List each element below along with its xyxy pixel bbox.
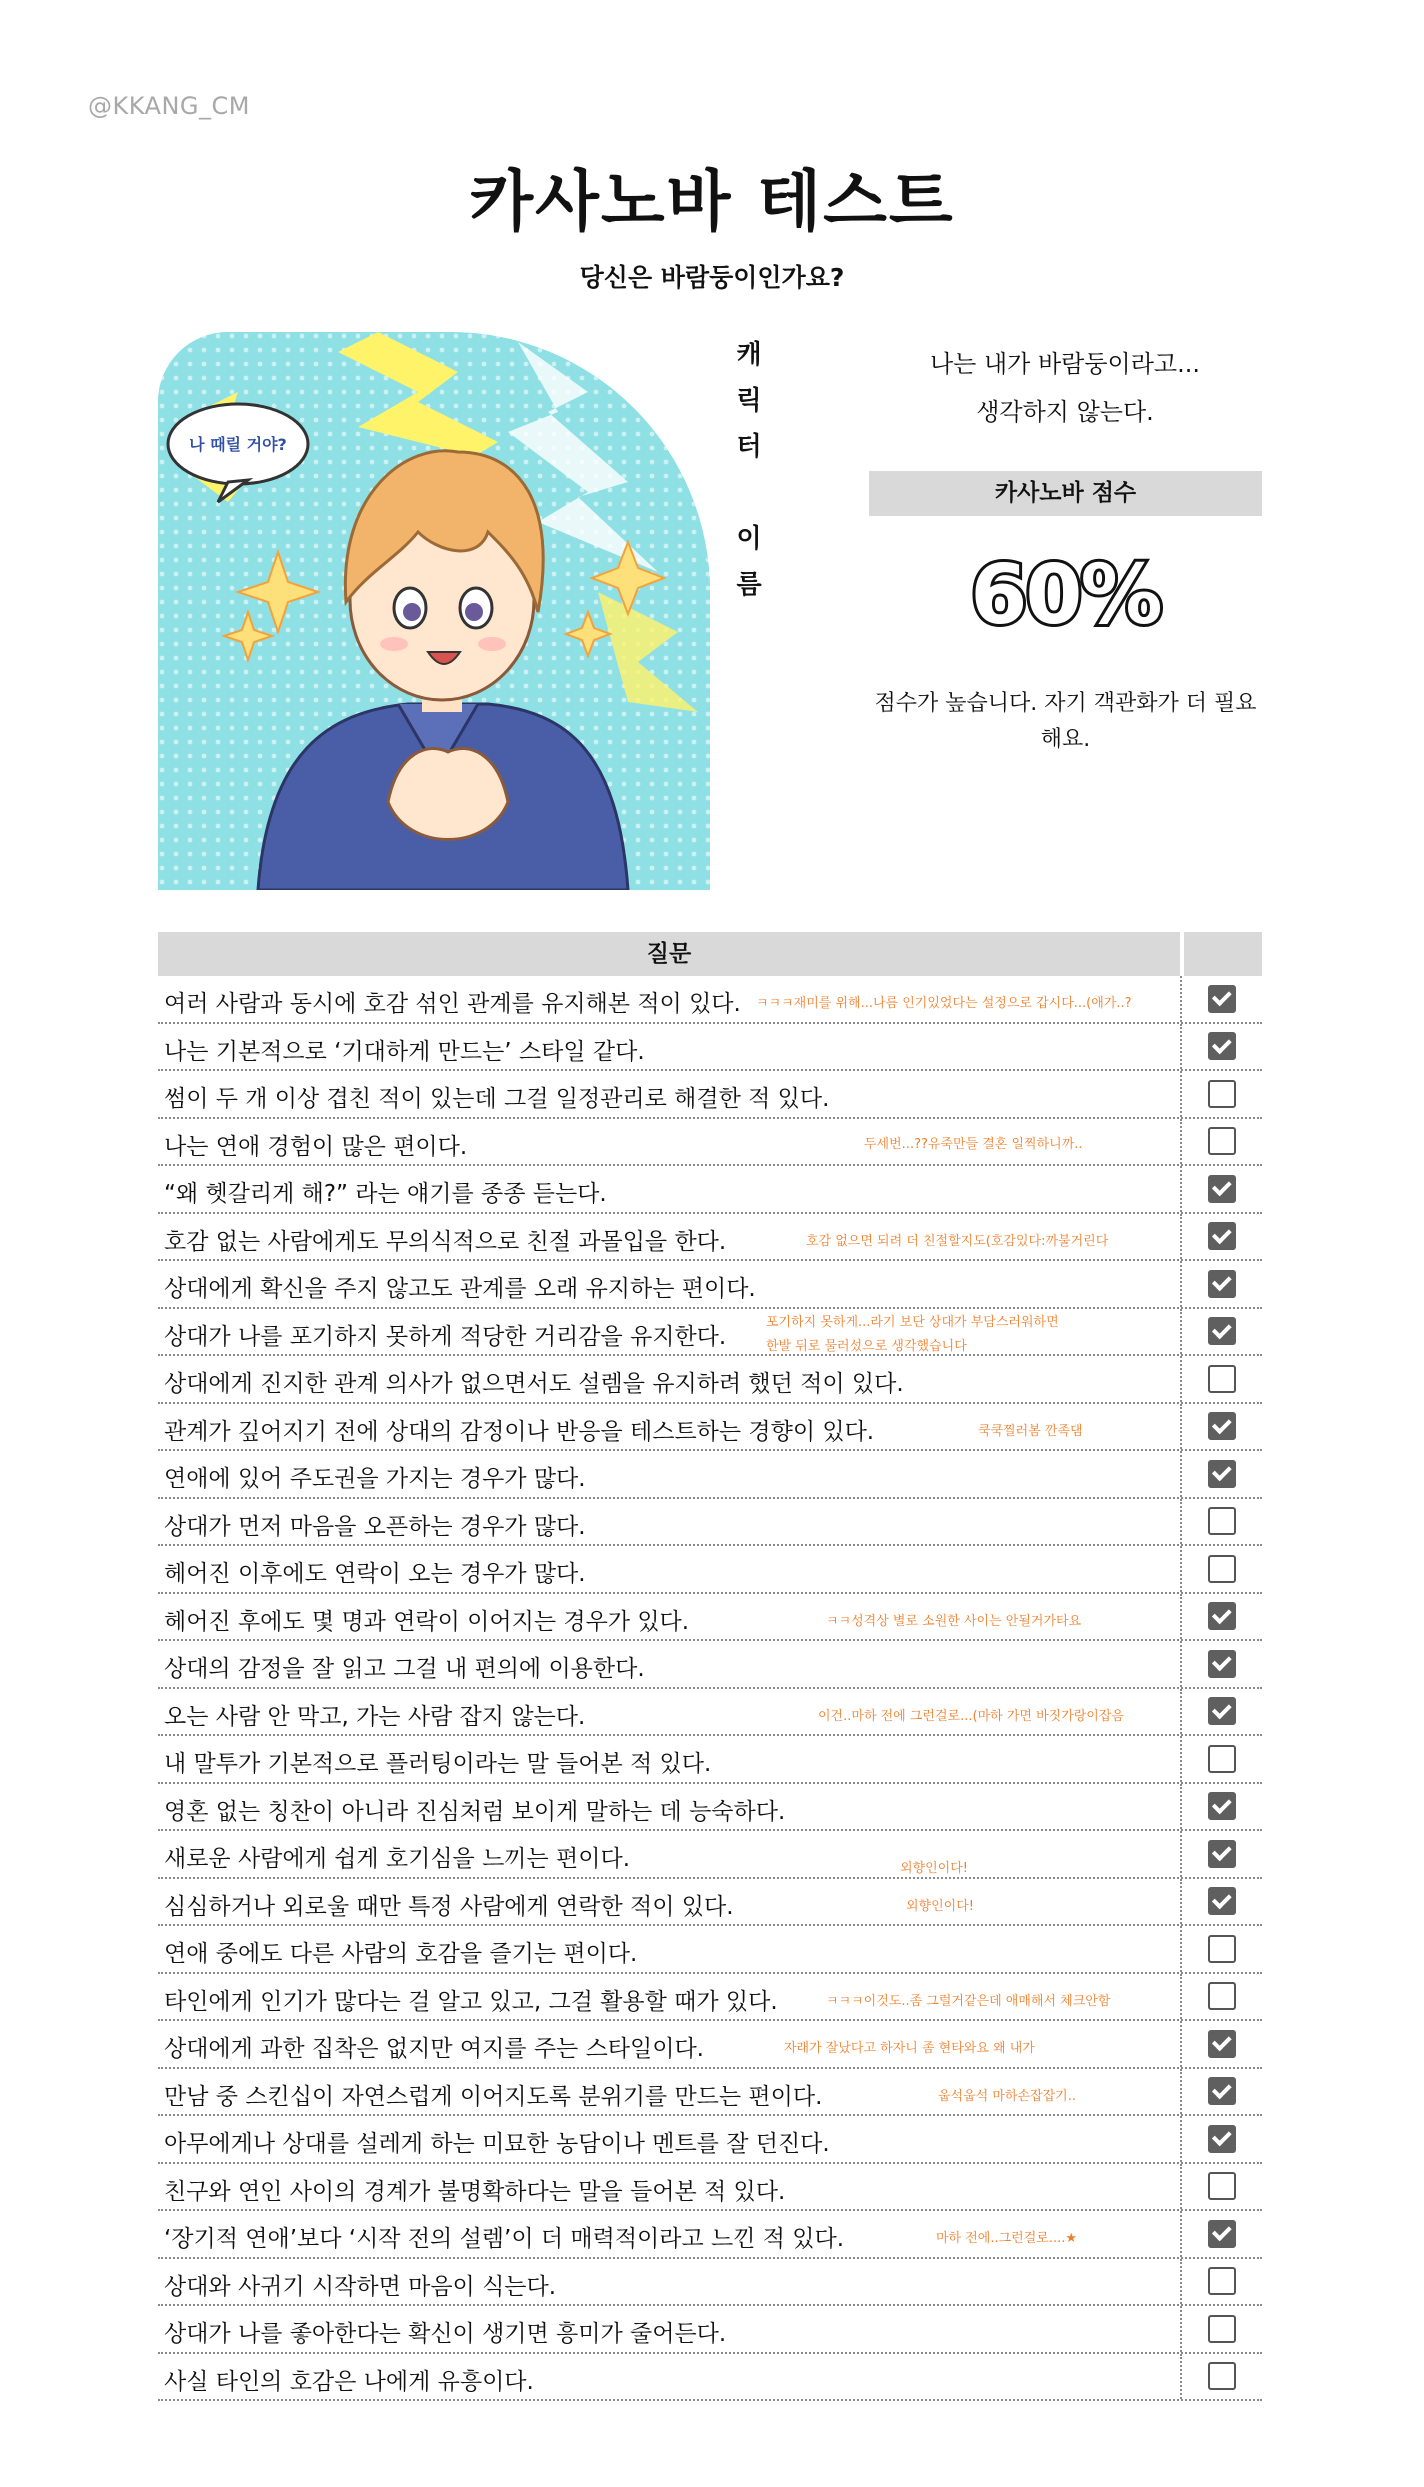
question-text: 상대에게 과한 집착은 없지만 여지를 주는 스타일이다. xyxy=(164,2036,704,2062)
page-title: 카사노바 테스트 xyxy=(469,163,955,240)
question-text: 연애 중에도 다른 사람의 호감을 즐기는 편이다. xyxy=(164,1941,638,1967)
question-text: 내 말투가 기본적으로 플러팅이라는 말 들어본 적 있다. xyxy=(164,1751,712,1777)
question-row xyxy=(158,2021,1262,2069)
checkbox-unchecked[interactable] xyxy=(1208,1555,1236,1583)
question-cell xyxy=(158,2069,1182,2115)
question-cell xyxy=(158,1356,1182,1402)
self-assessment-line: 생각하지 않는다. xyxy=(976,398,1154,426)
check-cell xyxy=(1182,1736,1262,1782)
question-row xyxy=(158,1166,1262,1214)
question-cell xyxy=(158,1784,1182,1830)
character-illustration xyxy=(158,332,710,890)
character-label-char: 름 xyxy=(736,570,762,600)
checkbox-checked[interactable] xyxy=(1208,1887,1236,1915)
question-cell xyxy=(158,1831,1182,1877)
check-cell xyxy=(1182,1499,1262,1545)
checkbox-unchecked[interactable] xyxy=(1208,1745,1236,1773)
character-name-label xyxy=(734,332,764,608)
question-rows xyxy=(158,976,1262,2401)
question-text: “왜 헷갈리게 해?” 라는 얘기를 종종 듣는다. xyxy=(164,1181,607,1207)
handwritten-note: 외향인이다! xyxy=(900,1861,969,1876)
question-cell xyxy=(158,1261,1182,1307)
question-text: 새로운 사람에게 쉽게 호기심을 느끼는 편이다. xyxy=(164,1846,631,1872)
question-cell xyxy=(158,1546,1182,1592)
question-row xyxy=(158,1594,1262,1642)
question-row xyxy=(158,1214,1262,1262)
question-row xyxy=(158,1641,1262,1689)
speech-bubble-text: 나 때릴 거야? xyxy=(189,435,287,454)
checkbox-checked[interactable] xyxy=(1208,1792,1236,1820)
check-cell xyxy=(1182,2306,1262,2352)
checkbox-checked[interactable] xyxy=(1208,1650,1236,1678)
question-text: 상대의 감정을 잘 읽고 그걸 내 편의에 이용한다. xyxy=(164,1656,645,1682)
question-cell xyxy=(158,1594,1182,1640)
question-cell xyxy=(158,2259,1182,2305)
question-text: ‘장기적 연애’보다 ‘시작 전의 설렘’이 더 매력적이라고 느낀 적 있다. xyxy=(164,2226,845,2252)
question-cell xyxy=(158,1166,1182,1212)
question-text: 관계가 깊어지기 전에 상대의 감정이나 반응을 테스트하는 경향이 있다. xyxy=(164,1418,875,1445)
checkbox-checked[interactable] xyxy=(1208,1460,1236,1488)
handwritten-note: ㅋㅋㅋ이것도..좀 그럴거같은데 애매해서 체크안함 xyxy=(826,1993,1111,2009)
question-cell xyxy=(158,1119,1182,1165)
question-row xyxy=(158,2211,1262,2259)
question-cell xyxy=(158,1309,1182,1355)
check-cell xyxy=(1182,1546,1262,1592)
check-cell xyxy=(1182,976,1262,1022)
question-cell xyxy=(158,2354,1182,2400)
question-row xyxy=(158,1974,1262,2022)
question-cell xyxy=(158,2211,1182,2257)
question-cell xyxy=(158,2021,1182,2067)
check-cell xyxy=(1182,1451,1262,1497)
question-text: 영혼 없는 칭찬이 아니라 진심처럼 보이게 말하는 데 능숙하다. xyxy=(164,1798,786,1825)
checkbox-checked[interactable] xyxy=(1208,1222,1236,1250)
question-text: 타인에게 인기가 많다는 걸 알고 있고, 그걸 활용할 때가 있다. xyxy=(164,1988,778,2015)
question-text: 심심하거나 외로울 때만 특정 사람에게 연락한 적이 있다. xyxy=(164,1893,734,1920)
score-description xyxy=(869,686,1262,758)
checkbox-checked[interactable] xyxy=(1208,1270,1236,1298)
character-label-char: 이 xyxy=(736,524,762,554)
score-description-line: 점수가 높습니다. 자기 객관화가 더 필요 xyxy=(874,691,1257,716)
question-text: 상대가 나를 포기하지 못하게 적당한 거리감을 유지한다. xyxy=(164,1323,727,1350)
question-row xyxy=(158,2259,1262,2307)
question-cell xyxy=(158,2306,1182,2352)
character-label-char: 캐 xyxy=(736,340,762,370)
character-label-gap xyxy=(734,470,764,516)
question-text: 나는 연애 경험이 많은 편이다. xyxy=(164,1133,468,1160)
question-row xyxy=(158,1024,1262,1072)
checkbox-unchecked[interactable] xyxy=(1208,1365,1236,1393)
checkbox-unchecked[interactable] xyxy=(1208,2267,1236,2295)
checkbox-unchecked[interactable] xyxy=(1208,1080,1236,1108)
question-text: 헤어진 이후에도 연락이 오는 경우가 많다. xyxy=(164,1561,586,1587)
question-row xyxy=(158,1119,1262,1167)
question-cell xyxy=(158,1451,1182,1497)
check-cell xyxy=(1182,1309,1262,1355)
handwritten-note: 한발 뒤로 물러섰으로 생각했습니다 xyxy=(766,1338,967,1354)
question-cell xyxy=(158,1071,1182,1117)
check-cell xyxy=(1182,1261,1262,1307)
question-row xyxy=(158,1784,1262,1832)
question-row xyxy=(158,2116,1262,2164)
question-row xyxy=(158,1879,1262,1927)
table-header xyxy=(158,932,1262,976)
check-cell xyxy=(1182,2211,1262,2257)
question-cell xyxy=(158,1404,1182,1450)
question-text: 여러 사람과 동시에 호감 섞인 관계를 유지해본 적이 있다. xyxy=(164,991,741,1017)
check-cell xyxy=(1182,1641,1262,1687)
handwritten-note: 마하 전에..그런걸로....★ xyxy=(936,2231,1078,2246)
check-cell xyxy=(1182,1689,1262,1735)
question-row xyxy=(158,2306,1262,2354)
question-row xyxy=(158,1261,1262,1309)
checkbox-checked[interactable] xyxy=(1208,2030,1236,2058)
handwritten-note: ㅋㅋㅋ재미를 위해...나름 인기있었다는 설정으로 갑시다...(애가..? xyxy=(756,996,1132,1011)
score-description-line: 해요. xyxy=(1040,727,1091,752)
check-cell xyxy=(1182,1831,1262,1877)
check-cell xyxy=(1182,1214,1262,1260)
check-cell xyxy=(1182,1974,1262,2020)
question-row xyxy=(158,1451,1262,1499)
checkbox-checked[interactable] xyxy=(1208,1175,1236,1203)
handwritten-note: 외향인이다! xyxy=(906,1898,975,1914)
question-text: 오는 사람 안 막고, 가는 사람 잡지 않는다. xyxy=(164,1703,586,1730)
question-cell xyxy=(158,1499,1182,1545)
question-cell xyxy=(158,2116,1182,2162)
question-cell xyxy=(158,1879,1182,1925)
question-row xyxy=(158,1736,1262,1784)
checkbox-unchecked[interactable] xyxy=(1208,1127,1236,1155)
check-cell xyxy=(1182,1879,1262,1925)
page-subtitle: 당신은 바람둥이인가요? xyxy=(579,263,845,292)
question-row xyxy=(158,1926,1262,1974)
check-cell xyxy=(1182,1404,1262,1450)
score-value: 60% xyxy=(970,548,1161,643)
question-row xyxy=(158,1499,1262,1547)
question-row xyxy=(158,1831,1262,1879)
character-label-char: 릭 xyxy=(736,386,762,416)
checkbox-checked[interactable] xyxy=(1208,1317,1236,1345)
checkbox-unchecked[interactable] xyxy=(1208,2315,1236,2343)
table-header-check xyxy=(1184,932,1262,976)
checkbox-unchecked[interactable] xyxy=(1208,1935,1236,1963)
handwritten-note: ㅋㅋ성격상 별로 소원한 사이는 안될거가타요 xyxy=(826,1613,1082,1629)
handwritten-note: 쿡쿡찔러봄 깐족댐 xyxy=(978,1423,1083,1439)
question-row xyxy=(158,2354,1262,2402)
checkbox-checked[interactable] xyxy=(1208,1032,1236,1060)
checkbox-unchecked[interactable] xyxy=(1208,2362,1236,2390)
question-cell xyxy=(158,1926,1182,1972)
question-text: 만남 중 스킨십이 자연스럽게 이어지도록 분위기를 만드는 편이다. xyxy=(164,2083,823,2110)
handwritten-note: 호감 없으면 되려 더 친절할지도(호감있다:까불거린다 xyxy=(806,1233,1109,1249)
question-text: 친구와 연인 사이의 경계가 불명확하다는 말을 들어본 적 있다. xyxy=(164,2178,786,2205)
check-cell xyxy=(1182,1024,1262,1070)
question-text: 상대가 먼저 마음을 오픈하는 경우가 많다. xyxy=(164,1513,586,1540)
watermark: @KKANG_CM xyxy=(88,92,250,120)
check-cell xyxy=(1182,1166,1262,1212)
check-cell xyxy=(1182,1356,1262,1402)
check-cell xyxy=(1182,1071,1262,1117)
question-table xyxy=(158,932,1262,2401)
question-text: 상대와 사귀기 시작하면 마음이 식는다. xyxy=(164,2273,557,2300)
question-row xyxy=(158,976,1262,1024)
table-header-question: 질문 xyxy=(158,932,1180,976)
question-cell xyxy=(158,2164,1182,2210)
question-row xyxy=(158,1071,1262,1119)
check-cell xyxy=(1182,1784,1262,1830)
checkbox-unchecked[interactable] xyxy=(1208,1982,1236,2010)
question-row xyxy=(158,2069,1262,2117)
question-text: 상대가 나를 좋아한다는 확신이 생기면 흥미가 줄어든다. xyxy=(164,2321,727,2347)
question-text: 상대에게 진지한 관계 의사가 없으면서도 설렘을 유지하려 했던 적이 있다. xyxy=(164,1371,904,1397)
question-cell xyxy=(158,1689,1182,1735)
check-cell xyxy=(1182,1926,1262,1972)
check-cell xyxy=(1182,2116,1262,2162)
check-cell xyxy=(1182,2354,1262,2400)
question-cell xyxy=(158,1641,1182,1687)
check-cell xyxy=(1182,2069,1262,2115)
checkbox-checked[interactable] xyxy=(1208,985,1236,1013)
question-row xyxy=(158,1309,1262,1357)
question-text: 연애에 있어 주도권을 가지는 경우가 많다. xyxy=(164,1466,586,1492)
question-row xyxy=(158,1356,1262,1404)
question-row xyxy=(158,1546,1262,1594)
question-cell xyxy=(158,976,1182,1022)
question-text: 상대에게 확신을 주지 않고도 관계를 오래 유지하는 편이다. xyxy=(164,1276,756,1302)
handwritten-note: 웁석웁석 마하손잡잡기.. xyxy=(938,2088,1076,2104)
check-cell xyxy=(1182,2259,1262,2305)
question-row xyxy=(158,1404,1262,1452)
checkbox-checked[interactable] xyxy=(1208,1412,1236,1440)
question-text: 호감 없는 사람에게도 무의식적으로 친절 과몰입을 한다. xyxy=(164,1228,727,1255)
self-assessment xyxy=(870,340,1260,436)
question-row xyxy=(158,1689,1262,1737)
self-assessment-line: 나는 내가 바람둥이라고... xyxy=(930,350,1200,378)
checkbox-unchecked[interactable] xyxy=(1208,1507,1236,1535)
score-header: 카사노바 점수 xyxy=(869,471,1262,516)
question-cell xyxy=(158,1736,1182,1782)
question-cell xyxy=(158,1974,1182,2020)
check-cell xyxy=(1182,2021,1262,2067)
checkbox-checked[interactable] xyxy=(1208,2220,1236,2248)
question-text: 나는 기본적으로 ‘기대하게 만드는’ 스타일 같다. xyxy=(164,1038,645,1065)
question-cell xyxy=(158,1214,1182,1260)
question-cell xyxy=(158,1024,1182,1070)
question-text: 썸이 두 개 이상 겹친 적이 있는데 그걸 일정관리로 해결한 적 있다. xyxy=(164,1086,830,1112)
character-label-char: 터 xyxy=(736,432,762,462)
checkbox-checked[interactable] xyxy=(1208,1602,1236,1630)
check-cell xyxy=(1182,2164,1262,2210)
question-text: 사실 타인의 호감은 나에게 유흥이다. xyxy=(164,2368,534,2395)
checkbox-unchecked[interactable] xyxy=(1208,2172,1236,2200)
handwritten-note: 자래가 잘났다고 하자니 좀 현타와요 왜 내가 xyxy=(784,2041,1035,2056)
check-cell xyxy=(1182,1119,1262,1165)
checkbox-checked[interactable] xyxy=(1208,1697,1236,1725)
question-row xyxy=(158,2164,1262,2212)
handwritten-note: 두세번...??유죽만들 결혼 일찍하니까.. xyxy=(864,1136,1083,1152)
check-cell xyxy=(1182,1594,1262,1640)
handwritten-note: 이건..마하 전에 그런걸로...(마하 가면 바짓가랑이잡음 xyxy=(818,1708,1124,1724)
checkbox-checked[interactable] xyxy=(1208,2125,1236,2153)
question-text: 헤어진 후에도 몇 명과 연락이 이어지는 경우가 있다. xyxy=(164,1608,690,1635)
checkbox-checked[interactable] xyxy=(1208,2077,1236,2105)
handwritten-note: 포기하지 못하게...라기 보단 상대가 부담스러워하면 xyxy=(766,1314,1059,1330)
question-text: 아무에게나 상대를 설레게 하는 미묘한 농담이나 멘트를 잘 던진다. xyxy=(164,2131,830,2157)
checkbox-checked[interactable] xyxy=(1208,1840,1236,1868)
